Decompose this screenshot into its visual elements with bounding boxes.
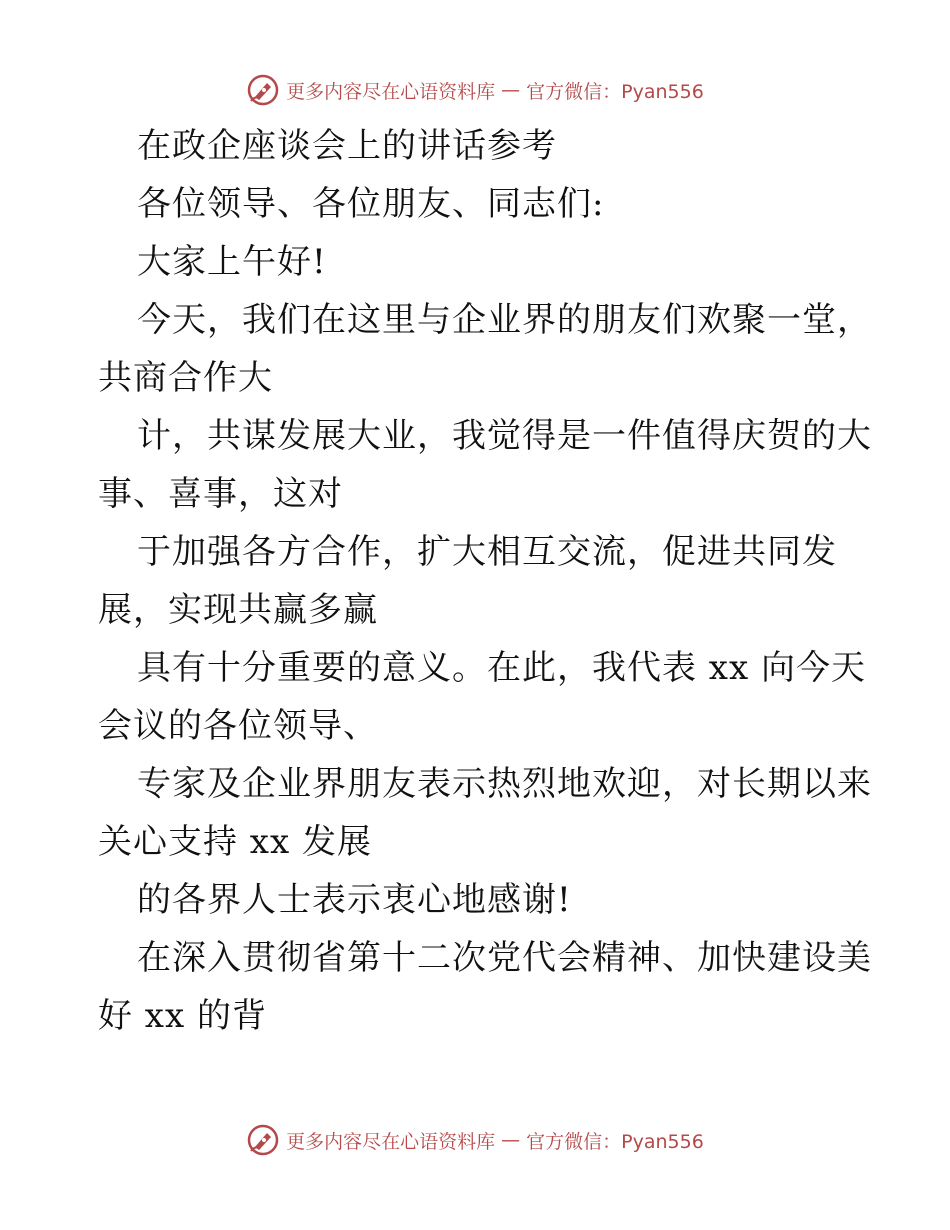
text-line: 好 xx 的背 xyxy=(98,996,267,1036)
text-line: 关心支持 xx 发展 xyxy=(98,822,372,862)
watermark-dash: — xyxy=(501,79,521,101)
text-line: 具有十分重要的意义。在此，我代表 xx 向今天 xyxy=(137,648,866,688)
text-line: 共商合作大 xyxy=(98,358,273,398)
text-line: 于加强各方合作，扩大相互交流，促进共同发 xyxy=(137,532,837,572)
watermark-wechat: 官方微信：Pyan556 xyxy=(526,1130,704,1153)
text-line: 在深入贯彻省第十二次党代会精神、加快建设美 xyxy=(137,938,872,978)
text-line: 事、喜事，这对 xyxy=(98,474,343,514)
text-line: 展，实现共赢多赢 xyxy=(98,590,378,630)
watermark-dash: — xyxy=(501,1129,521,1151)
pen-nib-logo-icon xyxy=(246,1123,280,1157)
text-line: 的各界人士表示衷心地感谢! xyxy=(137,880,572,920)
document-title: 在政企座谈会上的讲话参考 xyxy=(137,126,557,166)
header-watermark xyxy=(0,70,950,110)
watermark-text: 更多内容尽在心语资料库 xyxy=(286,80,496,103)
footer-watermark xyxy=(0,1120,950,1160)
watermark-wechat: 官方微信：Pyan556 xyxy=(526,80,704,103)
pen-nib-logo-icon xyxy=(246,73,280,107)
text-line: 各位领导、各位朋友、同志们: xyxy=(137,184,605,224)
text-line: 会议的各位领导、 xyxy=(98,706,378,746)
watermark-text: 更多内容尽在心语资料库 xyxy=(286,1130,496,1153)
text-line: 计，共谋发展大业，我觉得是一件值得庆贺的大 xyxy=(137,416,872,456)
text-line: 大家上午好! xyxy=(137,242,327,282)
text-line: 今天，我们在这里与企业界的朋友们欢聚一堂， xyxy=(137,300,872,340)
text-line: 专家及企业界朋友表示热烈地欢迎，对长期以来 xyxy=(137,764,872,804)
